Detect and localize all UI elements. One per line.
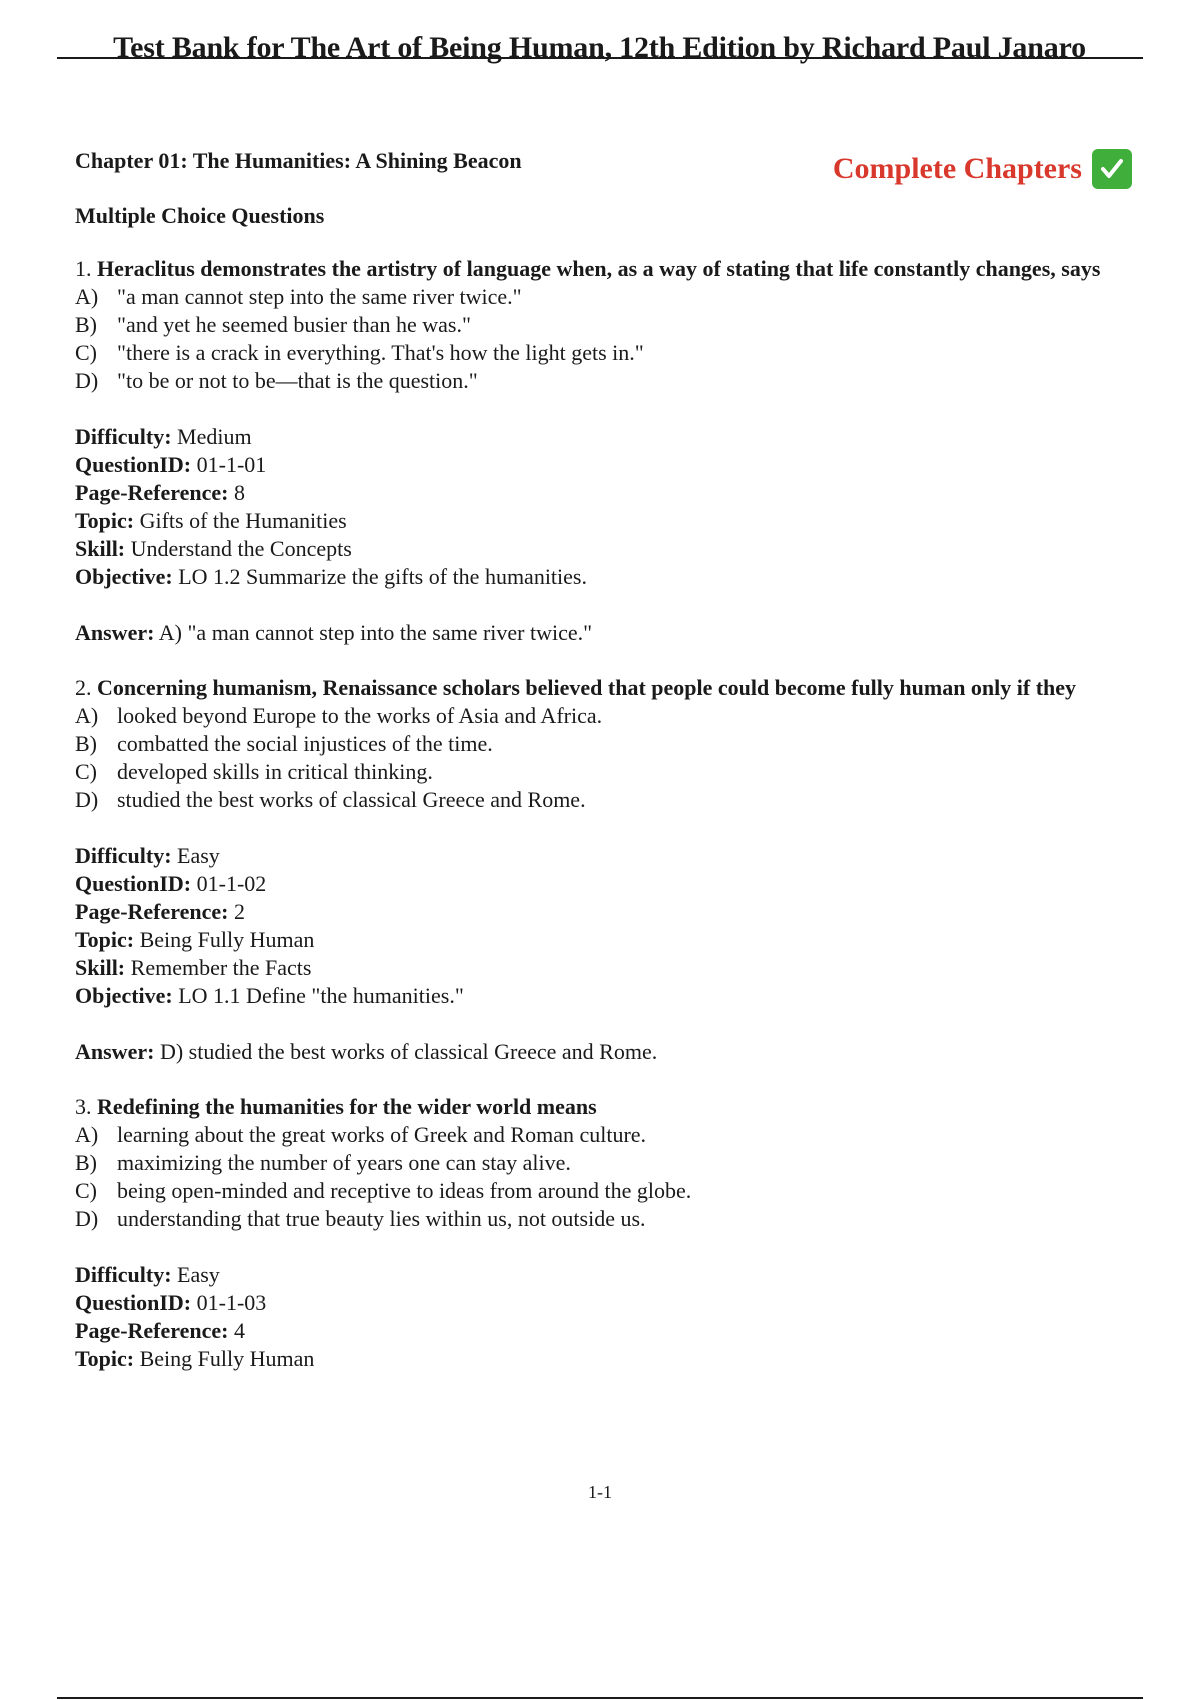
option-a	[75, 702, 1145, 730]
option-letter: C)	[75, 340, 97, 365]
document-header-title: Test Bank for The Art of Being Human, 12th Edition by Richard Paul Janaro	[113, 31, 1086, 64]
option-text: "and yet he seemed busier than he was."	[117, 312, 471, 337]
difficulty-value: Medium	[177, 424, 252, 449]
question-metadata	[75, 423, 1145, 591]
difficulty-label: Difficulty:	[75, 843, 172, 868]
topic-value: Being Fully Human	[139, 927, 315, 952]
questionid-value: 01-1-03	[196, 1290, 267, 1315]
option-letter: B)	[75, 312, 97, 337]
difficulty-label: Difficulty:	[75, 424, 172, 449]
option-a	[75, 1121, 1145, 1149]
option-b	[75, 1149, 1145, 1177]
question-1	[75, 255, 1145, 647]
topic-value: Being Fully Human	[139, 1346, 315, 1371]
questionid-value: 01-1-02	[196, 871, 267, 896]
page-reference-row	[75, 479, 1145, 507]
questionid-label: QuestionID:	[75, 871, 192, 896]
questionid-row	[75, 870, 1145, 898]
answer-label: Answer:	[75, 620, 155, 645]
objective-value: LO 1.1 Define "the humanities."	[178, 983, 464, 1008]
page-reference-value: 2	[234, 899, 245, 924]
answer-options	[75, 702, 1145, 814]
difficulty-value: Easy	[177, 1262, 220, 1287]
option-text: learning about the great works of Greek and Roman culture.	[117, 1122, 647, 1147]
difficulty-row	[75, 423, 1145, 451]
questionid-row	[75, 451, 1145, 479]
option-c	[75, 758, 1145, 786]
option-text: understanding that true beauty lies within us, not outside us.	[117, 1206, 646, 1231]
question-metadata	[75, 842, 1145, 1010]
chapter-title: Chapter 01: The Humanities: A Shining Beacon	[75, 148, 522, 173]
option-text: "there is a crack in everything. That's how the light gets in."	[117, 340, 644, 365]
skill-row	[75, 535, 1145, 563]
answer-row	[75, 619, 1145, 647]
topic-label: Topic:	[75, 927, 135, 952]
option-a	[75, 283, 1145, 311]
option-letter: D)	[75, 368, 99, 393]
option-letter: C)	[75, 759, 97, 784]
topic-label: Topic:	[75, 1346, 135, 1371]
difficulty-label: Difficulty:	[75, 1262, 172, 1287]
topic-row	[75, 926, 1145, 954]
option-text: maximizing the number of years one can stay alive.	[117, 1150, 571, 1175]
answer-row	[75, 1038, 1145, 1066]
option-letter: A)	[75, 703, 99, 728]
page-reference-label: Page-Reference:	[75, 480, 229, 505]
option-text: being open-minded and receptive to ideas from around the globe.	[117, 1178, 692, 1203]
option-text: developed skills in critical thinking.	[117, 759, 433, 784]
option-d	[75, 1205, 1145, 1233]
difficulty-value: Easy	[177, 843, 220, 868]
question-stem	[75, 674, 1145, 702]
objective-row	[75, 563, 1145, 591]
option-c	[75, 1177, 1145, 1205]
skill-value: Understand the Concepts	[130, 536, 352, 561]
option-letter: B)	[75, 731, 97, 756]
answer-options	[75, 1121, 1145, 1233]
objective-value: LO 1.2 Summarize the gifts of the humanities.	[178, 564, 587, 589]
questionid-label: QuestionID:	[75, 1290, 192, 1315]
page-reference-value: 4	[234, 1318, 245, 1343]
questionid-value: 01-1-01	[196, 452, 267, 477]
question-text: Concerning humanism, Renaissance scholars believed that people could become fully human only if they	[97, 675, 1077, 700]
complete-chapters-label: Complete Chapters	[832, 152, 1082, 185]
page-reference-row	[75, 1317, 1145, 1345]
difficulty-row	[75, 1261, 1145, 1289]
skill-label: Skill:	[75, 536, 126, 561]
option-text: studied the best works of classical Greece and Rome.	[117, 787, 586, 812]
question-3	[75, 1093, 1145, 1373]
section-title: Multiple Choice Questions	[75, 203, 325, 228]
option-c	[75, 339, 1145, 367]
question-number: 3.	[75, 1094, 92, 1119]
option-b	[75, 730, 1145, 758]
option-text: looked beyond Europe to the works of Asia and Africa.	[117, 703, 603, 728]
question-text: Heraclitus demonstrates the artistry of language when, as a way of stating that life constantly changes, says	[97, 256, 1101, 281]
question-metadata	[75, 1261, 1145, 1373]
skill-value: Remember the Facts	[130, 955, 312, 980]
option-text: combatted the social injustices of the time.	[117, 731, 493, 756]
option-letter: D)	[75, 1206, 99, 1231]
topic-label: Topic:	[75, 508, 135, 533]
question-number: 1.	[75, 256, 92, 281]
objective-label: Objective:	[75, 564, 173, 589]
objective-label: Objective:	[75, 983, 173, 1008]
questionid-row	[75, 1289, 1145, 1317]
page-reference-value: 8	[234, 480, 245, 505]
page-reference-label: Page-Reference:	[75, 899, 229, 924]
answer-label: Answer:	[75, 1039, 155, 1064]
question-2	[75, 674, 1145, 1066]
page-reference-row	[75, 898, 1145, 926]
option-letter: D)	[75, 787, 99, 812]
questions-list	[75, 255, 1145, 1401]
option-text: "a man cannot step into the same river twice."	[117, 284, 522, 309]
topic-value: Gifts of the Humanities	[139, 508, 347, 533]
skill-label: Skill:	[75, 955, 126, 980]
option-letter: A)	[75, 284, 99, 309]
page-number: 1-1	[588, 1482, 612, 1502]
option-letter: B)	[75, 1150, 97, 1175]
header-rule	[57, 57, 1143, 59]
option-d	[75, 786, 1145, 814]
skill-row	[75, 954, 1145, 982]
topic-row	[75, 1345, 1145, 1373]
question-text: Redefining the humanities for the wider world means	[97, 1094, 597, 1119]
question-number: 2.	[75, 675, 92, 700]
option-letter: A)	[75, 1122, 99, 1147]
answer-value: A) "a man cannot step into the same river twice."	[158, 620, 593, 645]
check-icon	[1092, 149, 1132, 189]
option-text: "to be or not to be—that is the question."	[117, 368, 478, 393]
footer-rule	[57, 1697, 1143, 1699]
objective-row	[75, 982, 1145, 1010]
option-letter: C)	[75, 1178, 97, 1203]
complete-chapters-badge[interactable]	[833, 149, 1132, 189]
option-b	[75, 311, 1145, 339]
question-stem	[75, 255, 1145, 283]
answer-options	[75, 283, 1145, 395]
questionid-label: QuestionID:	[75, 452, 192, 477]
answer-value: D) studied the best works of classical Greece and Rome.	[159, 1039, 658, 1064]
page-reference-label: Page-Reference:	[75, 1318, 229, 1343]
topic-row	[75, 507, 1145, 535]
option-d	[75, 367, 1145, 395]
question-stem	[75, 1093, 1145, 1121]
difficulty-row	[75, 842, 1145, 870]
